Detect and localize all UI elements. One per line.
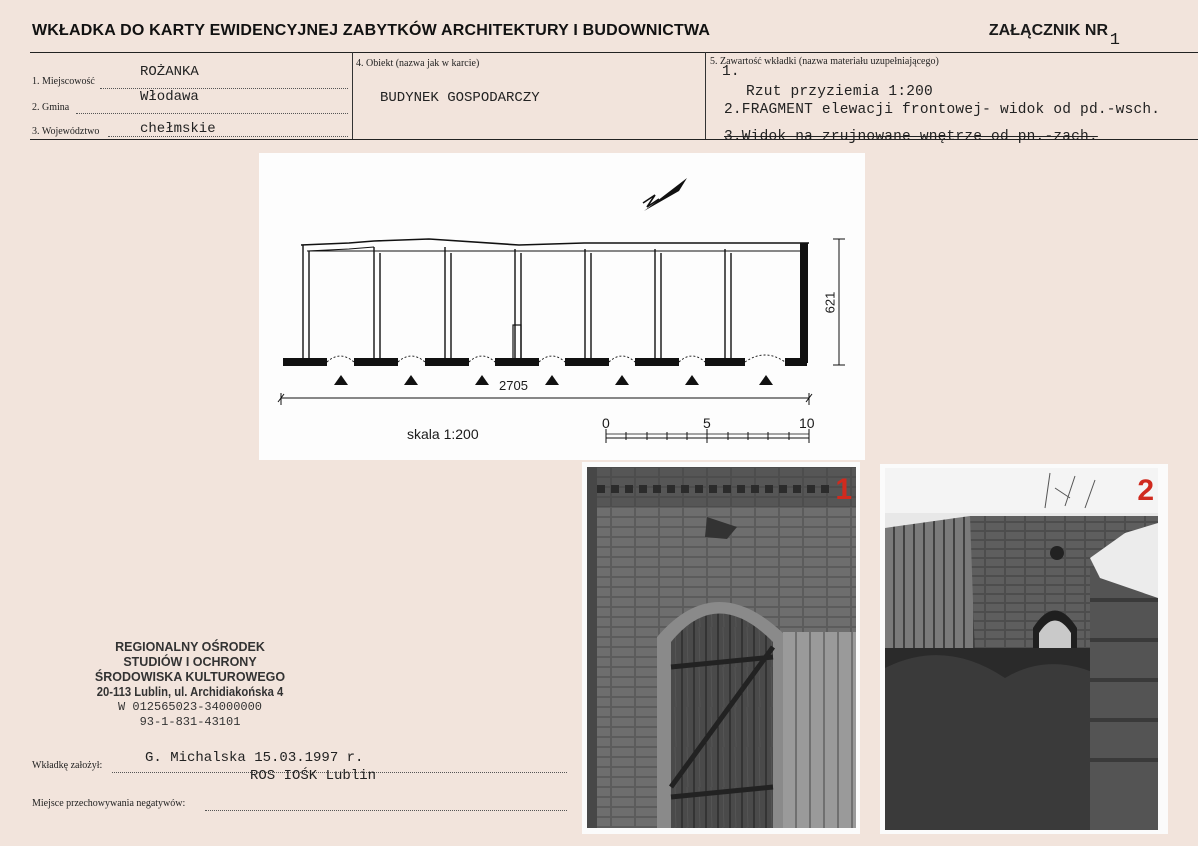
wojewodztwo-value: chełmskie xyxy=(140,121,216,137)
gmina-label: 2. Gmina xyxy=(32,102,70,113)
annex-label: ZAŁĄCZNIK NR xyxy=(988,22,1108,39)
zawartosc-label: 5. Zawartość wkładki (nazwa materiału uzupełniającego) xyxy=(710,56,939,67)
header-rule xyxy=(30,52,1198,53)
stamp-line: STUDIÓW I OCHRONY xyxy=(123,655,257,669)
zalozyl-value: G. Michalska 15.03.1997 r. xyxy=(145,750,364,766)
zawartosc-item: 1. xyxy=(722,64,740,80)
stamp-line: ŚRODOWISKA KULTUROWEGO xyxy=(94,670,286,684)
stamp-line: REGIONALNY OŚRODEK xyxy=(115,640,265,654)
miejscowosc-label: 1. Miejscowość xyxy=(32,76,95,87)
floor-plan-drawing xyxy=(259,153,865,460)
scale-tick-label: 10 xyxy=(799,415,815,431)
zawartosc-item: Rzut przyziemia 1:200 xyxy=(746,84,933,100)
zalozyl-label: Wkładkę założył: xyxy=(32,760,103,771)
floor-plan-svg xyxy=(259,153,865,460)
plan-scale-label: skala 1:200 xyxy=(407,426,479,442)
column-divider xyxy=(705,52,706,139)
zawartosc-item: 2.FRAGMENT elewacji frontowej- widok od pd.-wsch. xyxy=(724,102,1161,118)
plan-height-dimension: 621 xyxy=(822,291,838,314)
negatywy-label: Miejsce przechowywania negatywów: xyxy=(32,798,186,809)
stamp-line: 93-1-831-43101 xyxy=(139,715,241,729)
obiekt-value: BUDYNEK GOSPODARCZY xyxy=(380,90,540,106)
annex-number: 1 xyxy=(1109,31,1120,50)
zawartosc-item: 3.Widok na zrujnowane wnętrze od pn.-zach. xyxy=(724,129,1098,145)
zalozyl-subvalue: ROS IOŚK Lublin xyxy=(250,768,377,784)
photo-ruined-interior xyxy=(885,468,1158,830)
negatywy-line xyxy=(205,810,567,811)
miejscowosc-value: ROŻANKA xyxy=(140,64,199,80)
column-divider xyxy=(352,52,353,139)
institution-stamp xyxy=(60,640,320,730)
stamp-line: W 012565023-34000000 xyxy=(117,700,263,714)
gmina-value: Włodawa xyxy=(140,89,199,105)
photo-number: 2 xyxy=(1137,474,1154,507)
photo-facade-fragment xyxy=(587,467,856,828)
north-arrow-icon xyxy=(643,178,687,211)
plan-width-dimension: 2705 xyxy=(499,378,528,393)
photo-number: 1 xyxy=(835,473,852,506)
scale-tick-label: 5 xyxy=(703,415,711,431)
gmina-line xyxy=(76,113,348,114)
wojewodztwo-label: 3. Województwo xyxy=(32,126,100,137)
stamp-line: 20-113 Lublin, ul. Archidiakońska 4 xyxy=(96,685,284,699)
card-title: WKŁADKA DO KARTY EWIDENCYJNEJ ZABYTKÓW ARCHITEKTURY I BUDOWNICTWA xyxy=(32,22,711,39)
obiekt-label: 4. Obiekt (nazwa jak w karcie) xyxy=(356,58,480,69)
miejscowosc-line xyxy=(100,88,348,89)
scale-tick-label: 0 xyxy=(602,415,610,431)
